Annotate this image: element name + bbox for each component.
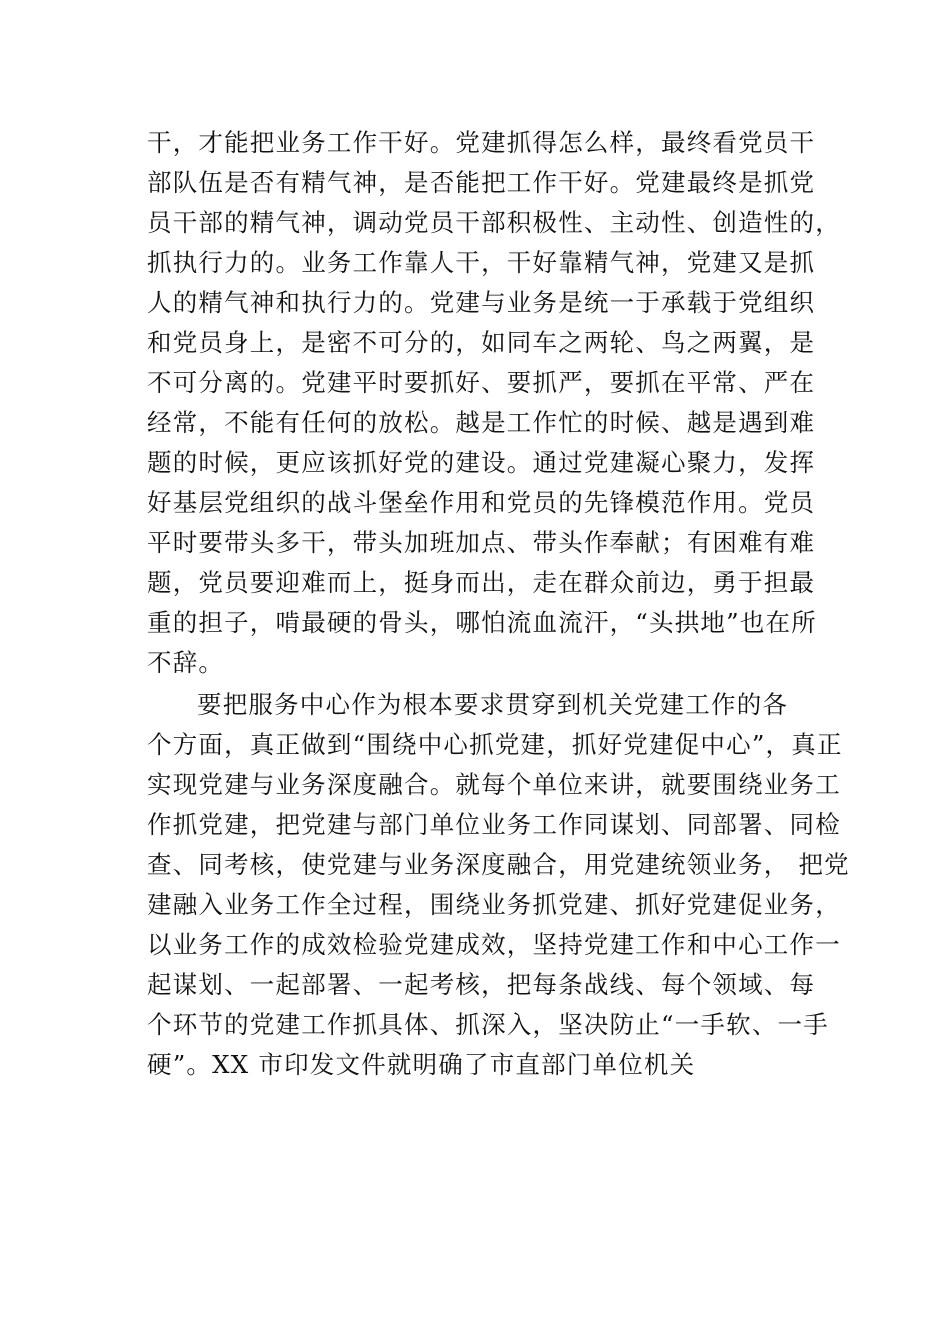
paragraph1-line: 人的精气神和执行力的。党建与业务是统一于承载于党组织 (147, 288, 816, 317)
paragraph1-line: 抓执行力的。业务工作靠人干，干好靠精气神，党建又是抓 (147, 248, 816, 277)
paragraph2-line: 建融入业务工作全过程，围绕业务抓党建、抓好党建促业务， (147, 890, 841, 919)
paragraph1-line: 和党员身上，是密不可分的，如同车之两轮、鸟之两翼，是 (147, 328, 816, 357)
paragraph1-line: 干，才能把业务工作干好。党建抓得怎么样，最终看党员干 (147, 128, 816, 157)
paragraph2-line: 实现党建与业务深度融合。就每个单位来讲，就要围绕业务工 (147, 770, 841, 799)
paragraph2-line: 以业务工作的成效检验党建成效，坚持党建工作和中心工作一 (147, 930, 841, 959)
paragraph1-line: 好基层党组织的战斗堡垒作用和党员的先锋模范作用。党员 (147, 488, 816, 517)
paragraph2-line: 个方面，真正做到“围绕中心抓党建，抓好党建促中心”，真正 (147, 730, 843, 759)
paragraph2-line: 起谋划、一起部署、一起考核，把每条战线、每个领域、每 (147, 970, 816, 999)
paragraph2-line: 作抓党建，把党建与部门单位业务工作同谋划、同部署、同检 (147, 810, 841, 839)
paragraph1-line: 重的担子，啃最硬的骨头，哪怕流血流汗，“头拱地”也在所 (147, 608, 817, 637)
paragraph1-line: 题，党员要迎难而上，挺身而出，走在群众前边，勇于担最 (147, 568, 816, 597)
paragraph1-line: 平时要带头多干，带头加班加点、带头作奉献；有困难有难 (147, 528, 816, 557)
paragraph1-line: 经常，不能有任何的放松。越是工作忙的时候、越是遇到难 (147, 408, 816, 437)
paragraph2-line: 要把服务中心作为根本要求贯穿到机关党建工作的各 (197, 690, 789, 719)
paragraph2-line: 个环节的党建工作抓具体、抓深入，坚决防止“一手软、一手 (147, 1010, 829, 1039)
paragraph1-line: 题的时候，更应该抓好党的建设。通过党建凝心聚力，发挥 (147, 448, 816, 477)
paragraph1-line: 员干部的精气神，调动党员干部积极性、主动性、创造性的， (147, 208, 841, 237)
paragraph1-line: 部队伍是否有精气神，是否能把工作干好。党建最终是抓党 (147, 168, 816, 197)
paragraph1-line: 不辞。 (147, 648, 225, 677)
paragraph1-line: 不可分离的。党建平时要抓好、要抓严，要抓在平常、严在 (147, 368, 816, 397)
paragraph2-line: 查、同考核，使党建与业务深度融合，用党建统领业务， 把党 (147, 850, 850, 879)
paragraph2-line: 硬”。XX 市印发文件就明确了市直部门单位机关 (147, 1050, 696, 1079)
